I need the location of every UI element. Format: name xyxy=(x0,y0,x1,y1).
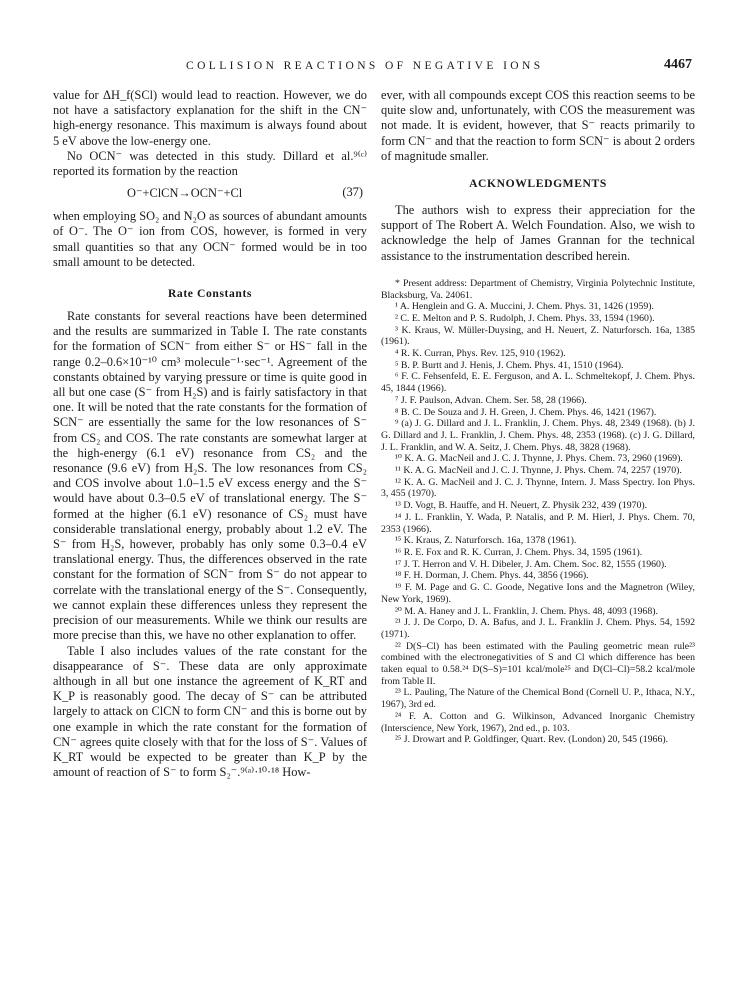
equation-text: O⁻+ClCN→OCN⁻+Cl xyxy=(127,186,243,201)
right-column xyxy=(381,88,695,746)
footnotes xyxy=(381,278,695,746)
equation-number: (37) xyxy=(342,185,363,200)
footnote: ¹⁹ F. M. Page and G. C. Goode, Negative Ions and the Magnetron (Wiley, New York, 1969). xyxy=(381,582,695,605)
paragraph-table-one: Table I also includes values of the rate constant for the disappearance of S⁻. These data are only approximate although in all but one instance the agreement of K_RT and K_P is reasonably good. The decay of S⁻ can be attributed largely to attack on ClCN to form CN⁻ and this is borne out by one example in which the rate constant for the formation of CN⁻ agrees quite closely with that for the loss of S⁻. Values of K_RT would be expected to be greater than K_P by the amount of reaction of S⁻ to form S₂⁻.⁹⁽ᵃ⁾·¹⁰·¹⁸ How- xyxy=(53,643,367,780)
footnote: ¹⁰ K. A. G. MacNeil and J. C. J. Thynne, J. Phys. Chem. 73, 2960 (1969). xyxy=(395,453,683,465)
footnote: ³ K. Kraus, W. Müller-Duysing, and H. Neuert, Z. Naturforsch. 16a, 1385 (1961). xyxy=(381,324,695,348)
footnote: ⁶ F. C. Fehsenfeld, E. E. Ferguson, and A. L. Schmeltekopf, J. Chem. Phys. 45, 1844 (1966). xyxy=(381,371,695,395)
paragraph-continued: value for ΔH_f(SCl) would lead to reaction. However, we do not have a satisfactory explanation for the shift in the CN⁻ high-energy resonance. This maximum is always found about 5 eV above the low-energy one. xyxy=(53,88,367,148)
page-number: 4467 xyxy=(664,57,692,72)
footnote: ⁷ J. F. Paulson, Advan. Chem. Ser. 58, 28 (1966). xyxy=(395,394,587,406)
footnote: ⁴ R. K. Curran, Phys. Rev. 125, 910 (1962). xyxy=(395,348,566,360)
footnote: ¹⁴ J. L. Franklin, Y. Wada, P. Natalis, and P. M. Hierl, J. Phys. Chem. 70, 2353 (1966). xyxy=(381,511,695,535)
acknowledgments-heading: ACKNOWLEDGMENTS xyxy=(469,177,607,191)
footnote: ²³ L. Pauling, The Nature of the Chemical Bond (Cornell U. P., Ithaca, N.Y., 1967), 3rd ed. xyxy=(381,687,695,711)
footnote: ⁵ B. P. Burtt and J. Henis, J. Chem. Phys. 41, 1510 (1964). xyxy=(395,359,624,371)
equation-37 xyxy=(53,185,367,201)
footnote: ²² D(S–Cl) has been estimated with the Pauling geometric mean rule²³ combined with the electronegativities of S and Cl which difference has been taken equal to 0.58.²⁴ D(S–S)=101 kcal/mole²⁵ and D(Cl–Cl)=58.2 kcal/mole from Table II. xyxy=(381,640,695,687)
footnote: ¹⁷ J. T. Herron and V. H. Dibeler, J. Am. Chem. Soc. 82, 1555 (1960). xyxy=(395,558,667,570)
paragraph-continued-right: ever, with all compounds except COS this reaction seems to be quite slow and, unfortunately, with COS the measurement was not made. It is evident, however, that S⁻ reacts primarily to form CN⁻ and that the reaction to form SCN⁻ is about 2 orders of magnitude smaller. xyxy=(381,88,695,163)
footnote: ¹⁸ F. H. Dorman, J. Chem. Phys. 44, 3856 (1966). xyxy=(395,570,589,582)
acknowledgments-text: The authors wish to express their appreciation for the support of The Robert A. Welch Foundation. Also, we wish to acknowledge the help of James Grannan for the technical assistance to the instrumentation described herein. xyxy=(381,203,695,263)
footnote: ²⁴ F. A. Cotton and G. Wilkinson, Advanced Inorganic Chemistry (Interscience, New York, 1967), 2nd ed., p. 103. xyxy=(381,710,695,734)
left-column xyxy=(53,88,367,780)
footnote: ¹⁶ R. E. Fox and R. K. Curran, J. Chem. Phys. 34, 1595 (1961). xyxy=(395,547,643,558)
running-title: COLLISION REACTIONS OF NEGATIVE IONS xyxy=(186,60,544,72)
footnote: ²⁰ M. A. Haney and J. L. Franklin, J. Chem. Phys. 48, 4093 (1968). xyxy=(395,605,658,617)
footnote: ¹¹ K. A. G. MacNeil and J. C. J. Thynne, J. Phys. Chem. 74, 2257 (1970). xyxy=(395,465,682,477)
footnote: ²¹ J. J. De Corpo, D. A. Bafus, and J. L. Franklin J. Chem. Phys. 54, 1592 (1971). xyxy=(381,617,695,640)
footnote: * Present address: Department of Chemistry, Virginia Polytechnic Institute, Blacksburg, Va. 24061. xyxy=(381,277,695,301)
footnote: ¹² K. A. G. MacNeil and J. C. J. Thynne, Intern. J. Mass Spectry. Ion Phys. 3, 455 (1970). xyxy=(381,476,695,500)
footnote: ² C. E. Melton and P. S. Rudolph, J. Chem. Phys. 33, 1594 (1960). xyxy=(395,312,655,324)
paragraph-rate-constants: Rate constants for several reactions have been determined and the results are summarized in Table I. The rate constants for the formation of SCN⁻ from either S⁻ or HS⁻ fall in the range 0.2–0.6×10⁻¹⁰ cm³ molecule⁻¹·sec⁻¹. Agreement of the constants obtained by varying pressure or time is quite good in all but one case (S⁻ from H₂S) and is fairly satisfactory in that one. It will be noted that the rate constants for the formation of SCN⁻ are essentially the same for the low resonances of S⁻ from CS₂ and COS. The rate constants are somewhat larger at the high-energy (6.1 eV) resonance from CS₂ and the resonance (9.6 eV) from H₂S. The low resonances from CS₂ and COS involve about 1.0–1.5 eV excess energy and the S⁻ would have about 0.3–0.5 eV of translational energy. The S⁻ formed at the higher (6.1 eV) resonance of CS₂ must have considerable translational energy, probably about 1.2 eV. The S⁻ from H₂S, however, probably has only some 0.3–0.4 eV translational energy. Thus, the differences observed in the rate constant for the formation of SCN⁻ from S⁻ do not appear to correlate with the translational energy of the S⁻. Consequently, we cannot explain these differences unless they represent the precision of our measurements. While we think our results are more precise than this, we have no other explanation to offer. xyxy=(53,309,367,643)
footnote: ⁹ (a) J. G. Dillard and J. L. Franklin, J. Chem. Phys. 48, 2349 (1968). (b) J. G. Dillard and J. L. Franklin, J. Chem. Phys. 48, 2353 (1968). (c) J. G. Dillard, J. L. Franklin, and W. A. Seitz, J. Chem. Phys. 48, 3828 (1968). xyxy=(381,418,695,453)
paragraph-ocn: No OCN⁻ was detected in this study. Dillard et al.⁹⁽ᶜ⁾ reported its formation by the reaction xyxy=(53,148,367,179)
paragraph-o-ion: when employing SO₂ and N₂O as sources of abundant amounts of O⁻. The O⁻ ion from COS, however, is formed in very small quantities so that any OCN⁻ formed would be in too small amount to be detected. xyxy=(53,209,367,269)
footnote: ¹⁵ K. Kraus, Z. Naturforsch. 16a, 1378 (1961). xyxy=(395,535,577,547)
footnote: ¹ A. Henglein and G. A. Muccini, J. Chem. Phys. 31, 1426 (1959). xyxy=(395,301,654,313)
footnote: ²⁵ J. Drowart and P. Goldfinger, Quart. Rev. (London) 20, 545 (1966). xyxy=(395,734,669,746)
section-heading-rate-constants: Rate Constants xyxy=(167,287,253,301)
footnote: ⁸ B. C. De Souza and J. H. Green, J. Chem. Phys. 46, 1421 (1967). xyxy=(395,406,657,418)
footnote: ¹³ D. Vogt, B. Hauffe, and H. Neuert, Z. Physik 232, 439 (1970). xyxy=(395,500,648,512)
